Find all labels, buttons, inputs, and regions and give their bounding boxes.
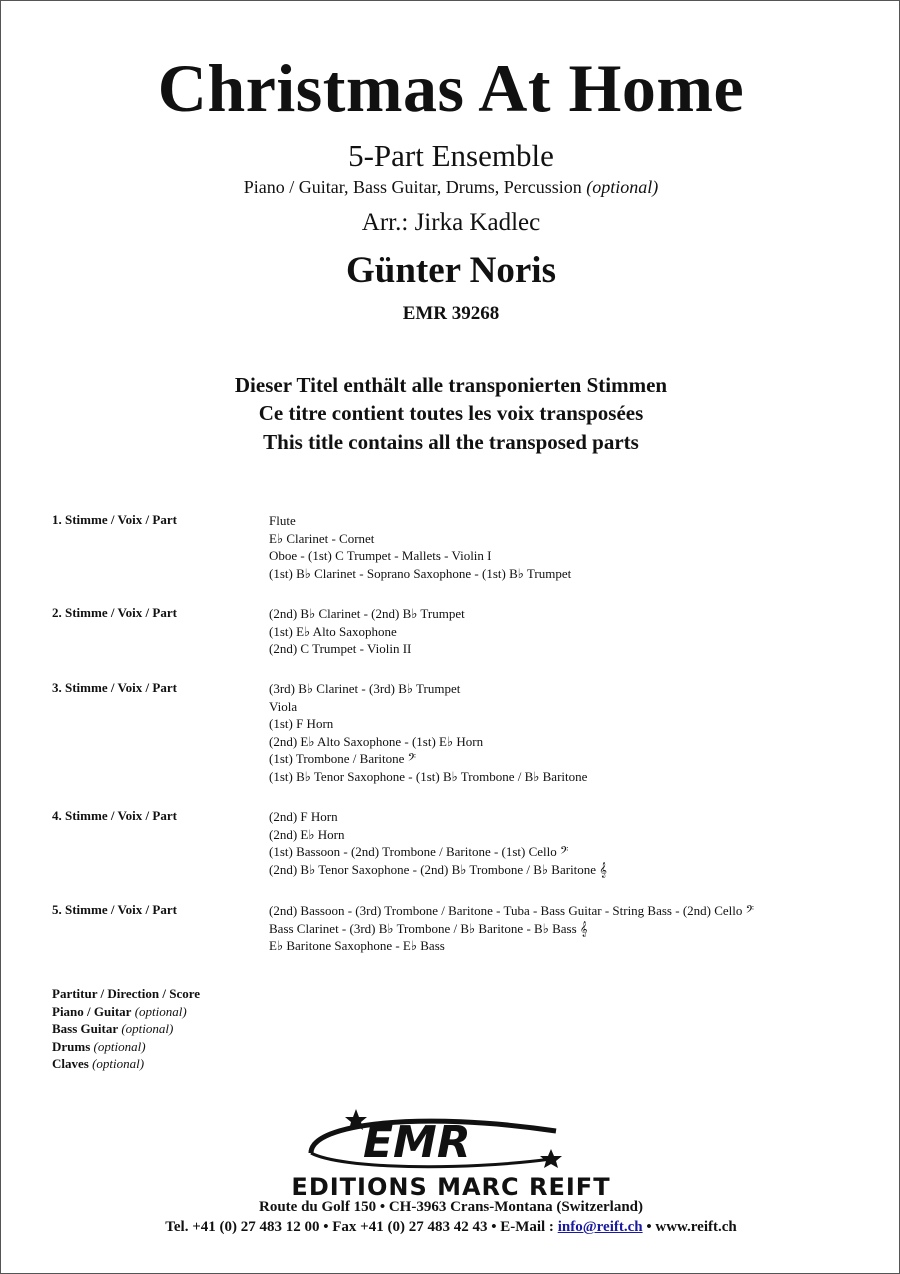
instrument-line: Oboe - (1st) C Trumpet - Mallets - Violin I — [269, 548, 492, 563]
part-5-instruments — [269, 902, 754, 955]
instrumentation-line — [1, 177, 900, 198]
instrument-line: (3rd) B♭ Clarinet - (3rd) B♭ Trumpet — [269, 681, 461, 696]
instrumentation-text: Piano / Guitar, Bass Guitar, Drums, Percussion — [243, 177, 582, 197]
claves-label: Claves — [52, 1056, 89, 1071]
catalog-number: EMR 39268 — [402, 303, 500, 324]
part-3-label: 3. Stimme / Voix / Part — [52, 680, 177, 695]
publisher-address: Route du Golf 150 • CH-3963 Crans-Montana (Switzerland) — [259, 1199, 643, 1215]
notice-french: Ce titre contient toutes les voix transposées — [258, 401, 644, 425]
instrument-line: Viola — [269, 698, 298, 714]
instrument-line: (2nd) B♭ Clarinet - (2nd) B♭ Trumpet — [269, 606, 465, 621]
instrument-line: (2nd) F Horn — [269, 809, 338, 824]
part-2-label: 2. Stimme / Voix / Part — [52, 605, 177, 620]
bass-guitar-line — [52, 1020, 200, 1038]
instrument-line: Bass Clarinet - (3rd) B♭ Trombone / B♭ Baritone - B♭ Bass 𝄞 — [269, 920, 588, 936]
claves-line — [52, 1055, 200, 1073]
part-4-label: 4. Stimme / Voix / Part — [52, 808, 177, 823]
instrument-line: (1st) B♭ Tenor Saxophone - (1st) B♭ Trombone / B♭ Baritone — [269, 768, 588, 784]
part-1-instruments — [269, 512, 571, 582]
optional-note: (optional) — [121, 1021, 174, 1036]
part-1-label: 1. Stimme / Voix / Part — [52, 512, 177, 527]
publisher-contact — [1, 1219, 900, 1236]
part-3-instruments — [269, 680, 587, 785]
score-section — [52, 985, 200, 1073]
logo-text: EMR — [363, 1117, 471, 1168]
drums-label: Drums — [52, 1038, 91, 1054]
website: • www.reift.ch — [642, 1219, 737, 1235]
instrument-line: (2nd) B♭ Tenor Saxophone - (2nd) B♭ Trombone / B♭ Baritone 𝄞 — [269, 861, 607, 877]
ensemble-subtitle: 5-Part Ensemble — [348, 138, 554, 173]
star-icon — [540, 1149, 562, 1168]
emr-logo — [301, 1105, 571, 1177]
score-label: Partitur / Direction / Score — [52, 986, 201, 1001]
instrument-line: (2nd) Bassoon - (3rd) Trombone / Baritone - Tuba - Bass Guitar - String Bass - (2nd) Cello 𝄢 — [269, 903, 754, 918]
contact-phone-fax: Tel. +41 (0) 27 483 12 00 • Fax +41 (0) 27 483 42 43 • E-Mail : — [165, 1219, 558, 1235]
instrument-line: E♭ Clarinet - Cornet — [269, 530, 375, 546]
instrumentation-note: (optional) — [586, 177, 659, 197]
piano-guitar-line — [52, 1003, 200, 1021]
instrument-line: (1st) B♭ Clarinet - Soprano Saxophone - (1st) B♭ Trumpet — [269, 565, 572, 581]
bass-guitar-label: Bass Guitar — [52, 1021, 119, 1036]
part-4-instruments — [269, 808, 607, 878]
page-title: Christmas At Home — [157, 50, 745, 126]
instrument-line: (1st) Trombone / Baritone 𝄢 — [269, 751, 417, 766]
email-link[interactable]: info@reift.ch — [557, 1219, 643, 1235]
publisher-name: EDITIONS MARC REIFT — [291, 1173, 611, 1201]
instrument-line: E♭ Baritone Saxophone - E♭ Bass — [269, 938, 445, 953]
instrument-line: (2nd) E♭ Alto Saxophone - (1st) E♭ Horn — [269, 733, 484, 749]
drums-line — [52, 1038, 200, 1056]
piano-guitar-label: Piano / Guitar — [52, 1003, 132, 1019]
instrument-line: (2nd) C Trumpet - Violin II — [269, 641, 412, 656]
instrument-line: Flute — [269, 513, 296, 528]
instrument-line: (2nd) E♭ Horn — [269, 826, 345, 842]
notice-english: This title contains all the transposed parts — [263, 430, 639, 454]
optional-note: (optional) — [92, 1056, 145, 1071]
notice-german: Dieser Titel enthält alle transponierten Stimmen — [234, 373, 668, 397]
composer: Günter Noris — [345, 250, 556, 291]
instrument-line: (1st) Bassoon - (2nd) Trombone / Baritone - (1st) Cello 𝄢 — [269, 844, 569, 859]
part-2-instruments — [269, 605, 465, 658]
part-5-label: 5. Stimme / Voix / Part — [52, 902, 177, 917]
instrument-line: (1st) F Horn — [269, 716, 334, 731]
arranger: Arr.: Jirka Kadlec — [361, 209, 541, 236]
optional-note: (optional) — [93, 1038, 146, 1054]
instrument-line: (1st) E♭ Alto Saxophone — [269, 623, 397, 639]
optional-note: (optional) — [134, 1003, 187, 1019]
